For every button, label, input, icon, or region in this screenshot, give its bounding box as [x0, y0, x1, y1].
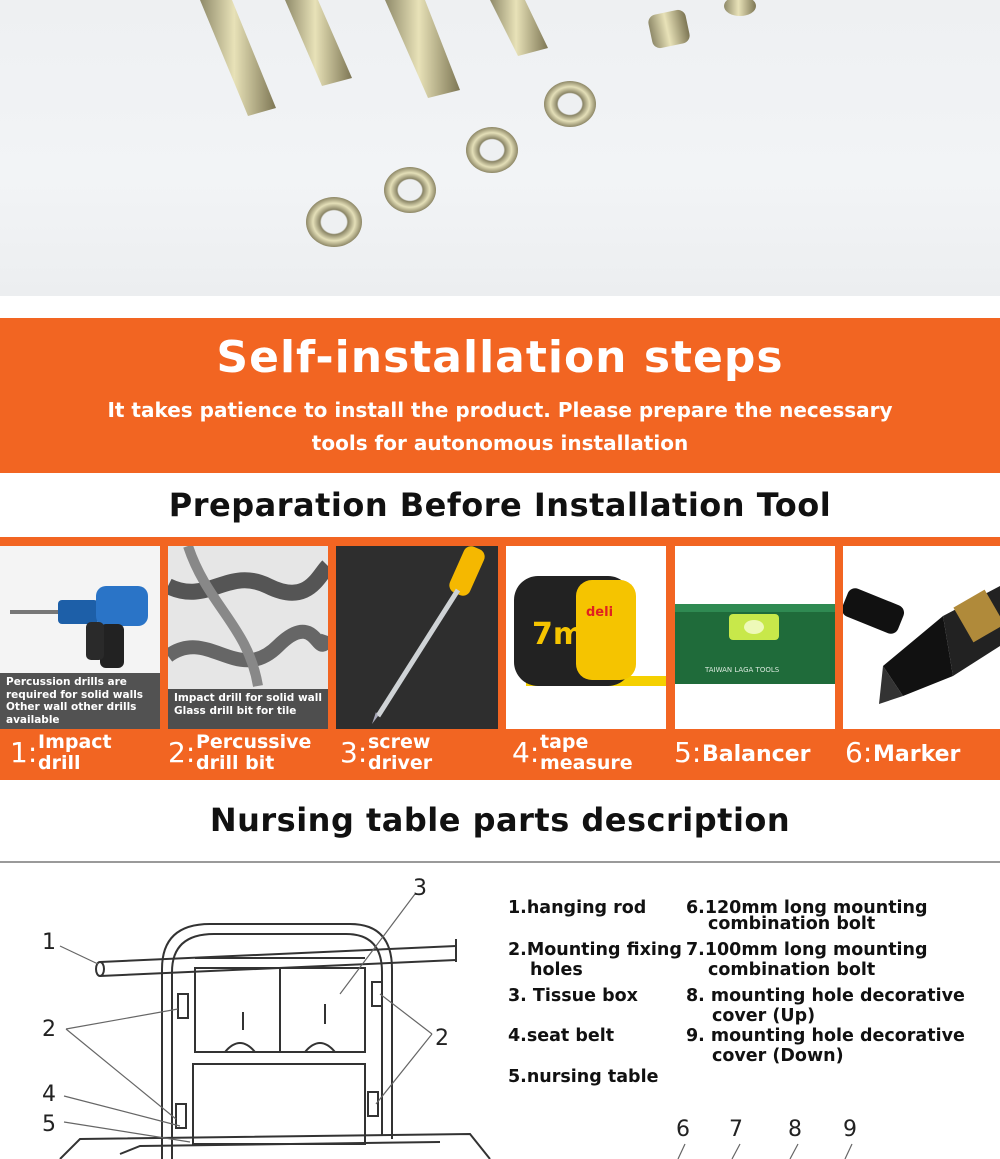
banner-subtitle [80, 394, 920, 460]
tool-card-marker [843, 546, 1000, 729]
washers [306, 81, 596, 247]
callout-8: 8 [788, 1117, 802, 1142]
part-6: 6.120mm long mounting [686, 898, 928, 918]
hardware-photo [0, 0, 1000, 296]
callout-7: 7 [729, 1117, 743, 1142]
bolts-and-washers-image [0, 0, 1000, 296]
tool-label-drill-bit: 2: Percussive drill bit [168, 731, 312, 774]
tool-card-balancer [675, 546, 835, 729]
tools-section-title: Preparation Before Installation Tool [168, 486, 832, 524]
part-5: 5.nursing table [508, 1067, 659, 1087]
callout-2-right: 2 [435, 1026, 449, 1051]
callout-5: 5 [42, 1112, 56, 1137]
installation-banner [0, 318, 1000, 473]
tools-strip [0, 537, 1000, 780]
drill-bit-caption: Impact drill for solid wall Glass drill bit for tile [168, 689, 328, 729]
tool-card-screw-driver [336, 546, 498, 729]
callout-2-left: 2 [42, 1017, 56, 1042]
part-7-cont: combination bolt [708, 960, 876, 980]
tool-label-screw-driver: 3: screw driver [340, 731, 433, 774]
banner-subtitle-line2: tools for autonomous installation [311, 431, 689, 455]
tape-brand-label: deli [586, 605, 614, 620]
bolt-leader-lines [660, 1140, 880, 1159]
part-9: 9. mounting hole decorative [686, 1026, 965, 1046]
part-2-cont: holes [530, 960, 583, 980]
tape-measure-image [506, 546, 666, 729]
callout-1: 1 [42, 930, 56, 955]
tool-card-drill-bit [168, 546, 328, 729]
level-brand-label: TAIWAN LAGA TOOLS [705, 666, 780, 674]
impact-drill-caption: Percussion drills are required for solid walls Other wall other drills available [0, 673, 160, 729]
callout-4: 4 [42, 1082, 56, 1107]
marker-image [843, 546, 1000, 729]
tool-label-balancer: 5: Balancer [674, 736, 811, 769]
nursing-table-diagram [0, 864, 500, 1159]
spirit-level-image [675, 546, 835, 729]
part-2: 2.Mounting fixing [508, 940, 682, 960]
parts-section-title: Nursing table parts description [209, 801, 791, 839]
banner-subtitle-line1: It takes patience to install the product. Please prepare the necessary [107, 398, 893, 422]
section-divider [0, 861, 1000, 863]
part-4: 4.seat belt [508, 1026, 615, 1046]
tool-card-tape-measure [506, 546, 666, 729]
part-7: 7.100mm long mounting [686, 940, 928, 960]
part-8: 8. mounting hole decorative [686, 986, 965, 1006]
callout-6: 6 [676, 1117, 690, 1142]
parts-legend-left [508, 898, 682, 1087]
tool-label-marker: 6: Marker [845, 736, 961, 769]
parts-legend-right [686, 898, 965, 1066]
threaded-rods [200, 0, 548, 116]
part-6-cont: combination bolt [708, 914, 876, 934]
callout-9: 9 [843, 1117, 857, 1142]
tape-size-label: 7m [532, 617, 585, 652]
part-1: 1.hanging rod [508, 898, 647, 918]
part-8-cont: cover (Up) [712, 1006, 816, 1026]
banner-title: Self-installation steps [216, 332, 784, 383]
part-9-cont: cover (Down) [712, 1046, 844, 1066]
tool-card-impact-drill [0, 546, 160, 729]
screw-driver-image [336, 546, 498, 729]
part-3: 3. Tissue box [508, 986, 638, 1006]
callout-3: 3 [413, 876, 427, 901]
tool-label-impact-drill: 1: Impact drill [10, 731, 112, 774]
nuts [647, 0, 756, 50]
tool-label-tape-measure: 4: tape measure [512, 731, 633, 774]
